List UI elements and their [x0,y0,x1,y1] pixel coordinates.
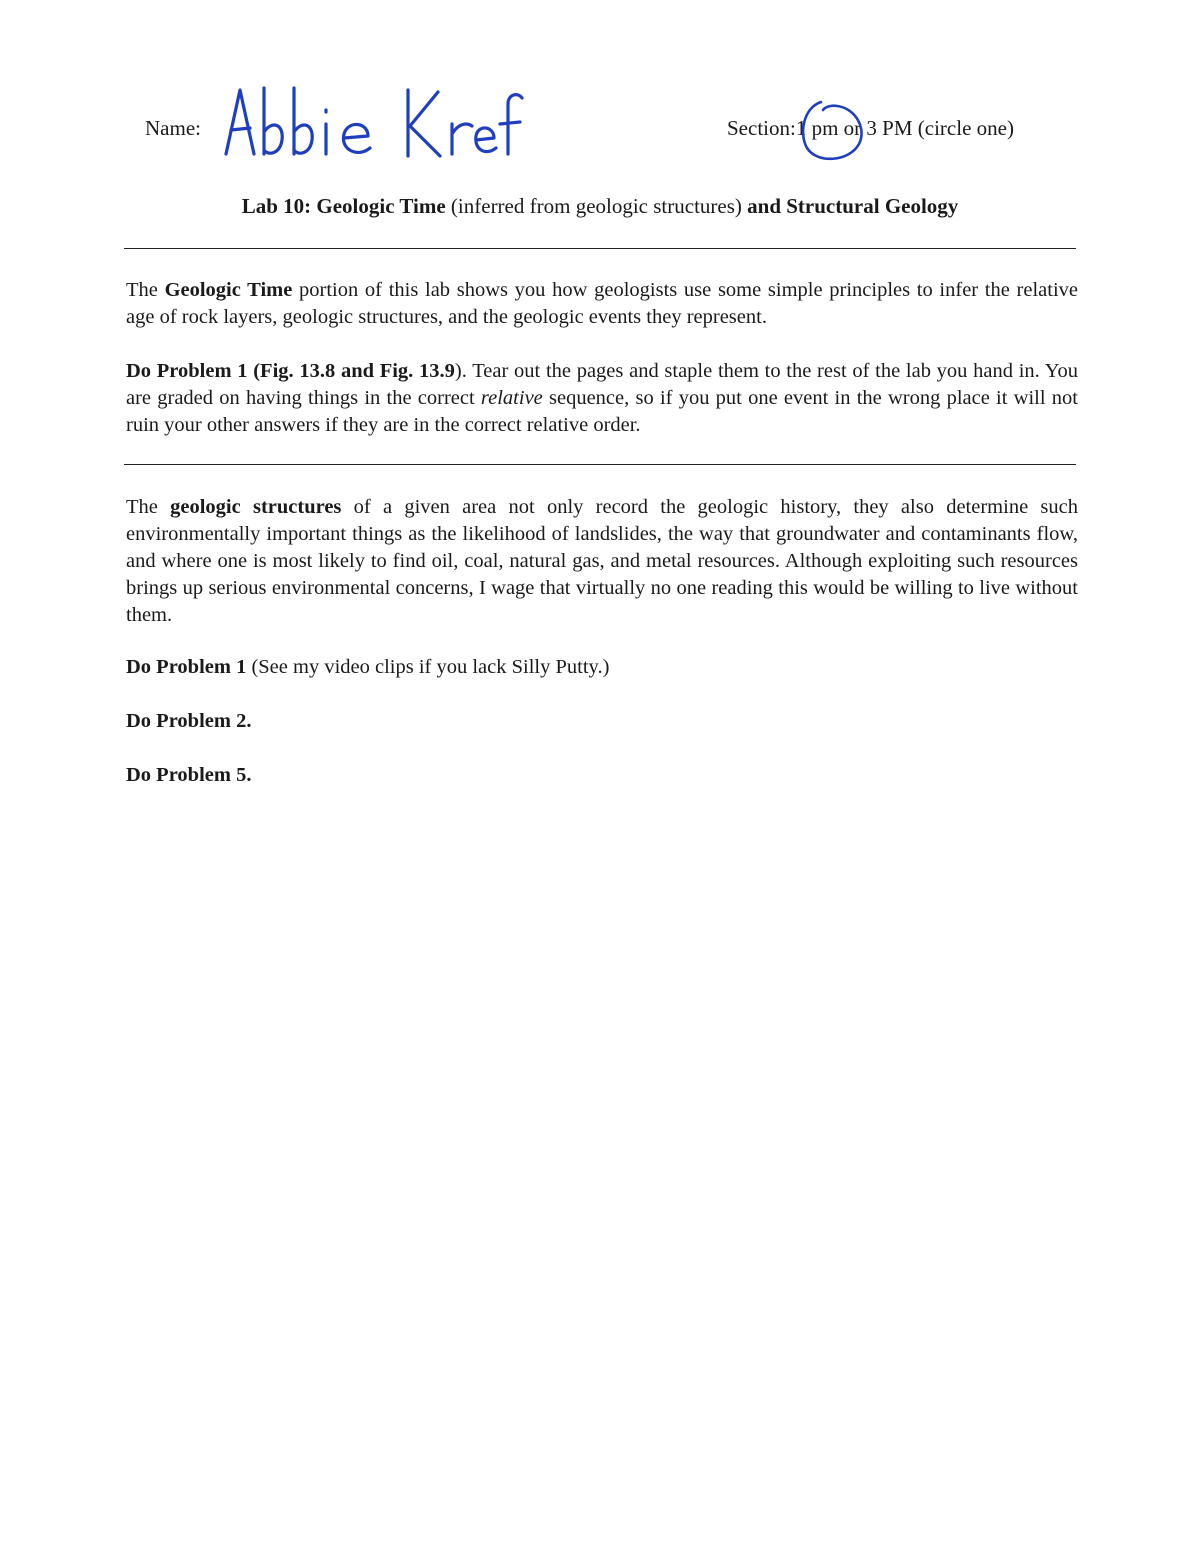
intro-text-pre: The [126,279,165,301]
intro-text-post: portion of this lab shows you how geologists use some simple principles to infer the relative age of rock layers, geologic structures, and the geologic events they represent. [126,279,1078,328]
structures-text-pre: The [126,496,171,518]
geologic-time-intro [126,277,1078,331]
lab-title [0,194,1200,219]
geologic-structures-intro [126,494,1078,629]
divider-1 [124,248,1076,249]
structures-text-post: of a given area not only record the geologic history, they also determine such environmentally important things as the likelihood of landslides, the way that groundwater and contaminants flow, and where one is most likely to find oil, coal, natural gas, and metal resources. Although exploiting such resources brings up serious environmental concerns, I wage that virtually no one reading this would be willing to live without them. [126,496,1078,626]
do-problem-2-bold: Do Problem 2. [126,710,252,732]
problem-1-italic: relative [480,387,543,409]
circled-selection-mark [797,98,867,164]
section-option-1pm: 1 pm [795,116,839,140]
header-row [0,80,1200,180]
problem-1-bold: Do Problem 1 (Fig. 13.8 and Fig. 13.9 [126,360,455,382]
do-problem-2 [126,710,251,733]
problem-1-instructions [126,358,1078,439]
do-problem-1-note: (See my video clips if you lack Silly Putty.) [246,656,610,678]
do-problem-5-bold: Do Problem 5. [126,764,252,786]
intro-text-bold: Geologic Time [164,279,293,301]
title-part-3: and Structural Geology [747,194,959,218]
section-field [727,116,1014,141]
problem-1-text: ). Tear out the pages and staple them to the rest of the lab you hand in. You are graded on having things in the correct [126,360,1078,409]
handwritten-name [218,80,528,170]
do-problem-1 [126,656,609,679]
divider-2 [124,464,1076,465]
structures-text-bold: geologic structures [170,496,342,518]
do-problem-1-bold: Do Problem 1 [126,656,247,678]
title-part-2: (inferred from geologic structures) [445,194,748,218]
name-label: Name: [145,116,201,140]
do-problem-5 [126,764,251,787]
section-option-rest: or 3 PM (circle one) [838,116,1014,140]
section-label: Section: [727,116,796,140]
title-part-1: Lab 10: Geologic Time [241,194,446,218]
problem-1-text-post: sequence, so if you put one event in the wrong place it will not ruin your other answers if they are in the correct relative order. [126,387,1078,436]
